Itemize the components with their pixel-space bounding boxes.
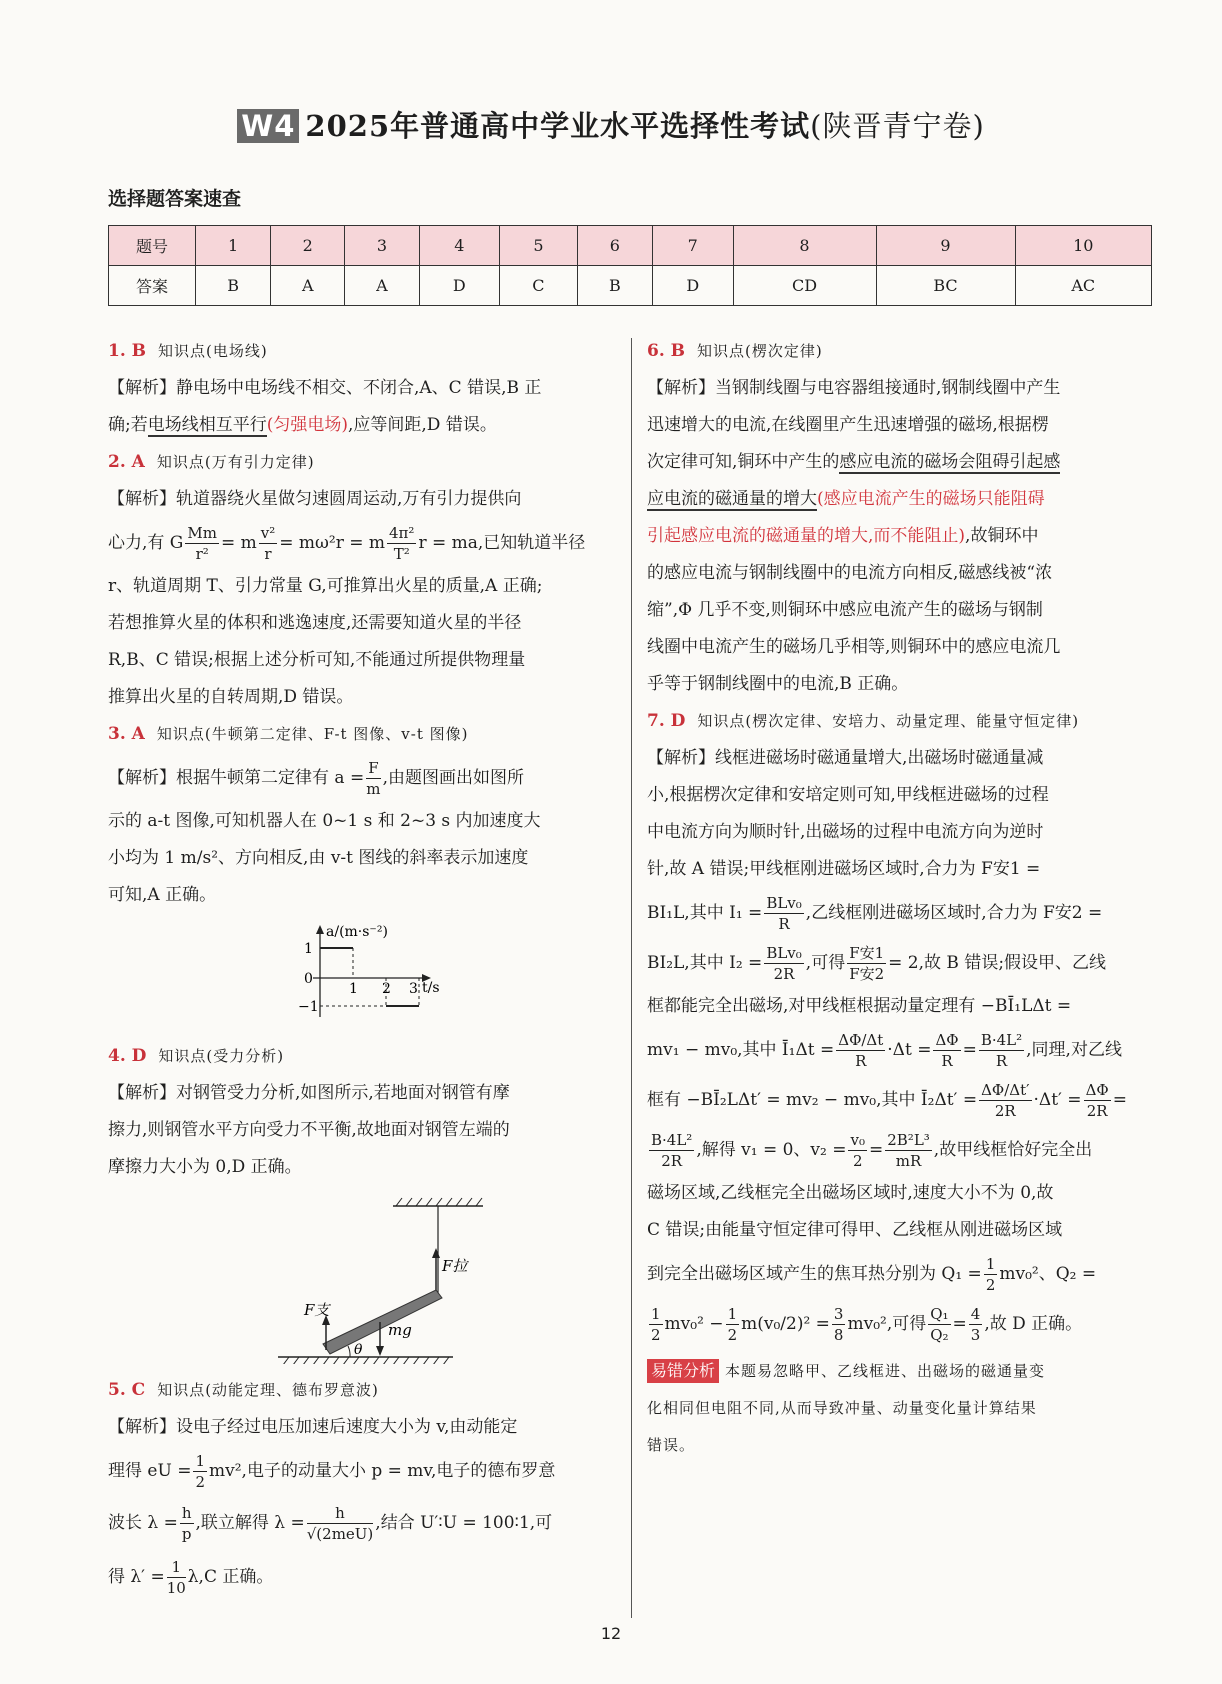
- fraction: [764, 893, 803, 934]
- question-6: [647, 333, 1152, 703]
- knowledge-point: 知识点(万有引力定律): [156, 453, 315, 471]
- fraction: [969, 1304, 983, 1345]
- section-title: 选择题答案速查: [108, 188, 242, 210]
- text: mv₀²,可得: [847, 1314, 927, 1334]
- fraction: [193, 1451, 207, 1492]
- numerator: Mm: [187, 524, 217, 542]
- question-number: 9: [876, 226, 1015, 266]
- tick-label: 0: [304, 971, 313, 987]
- x-axis-label: t/s: [422, 980, 440, 996]
- fraction: [928, 1304, 950, 1345]
- text: BI₁L,其中 I₁ =: [647, 903, 763, 923]
- text-line: 中电流方向为顺时针,出磁场的过程中电流方向为逆时: [647, 822, 1044, 842]
- fraction: [836, 1030, 885, 1071]
- text: 波长 λ =: [108, 1513, 178, 1533]
- denominator: r: [264, 545, 272, 563]
- denominator: R: [995, 1052, 1008, 1070]
- text: mv₁ − mv₀,其中 Ī₁Δt =: [647, 1040, 835, 1060]
- text: ,可得: [805, 953, 846, 973]
- angle-label: θ: [354, 1342, 363, 1358]
- text-line: 【解析】当钢制线圈与电容器组接通时,钢制线圈中产生: [647, 378, 1061, 398]
- denominator: 2: [985, 1276, 996, 1294]
- text-line: 摩擦力大小为 0,D 正确。: [108, 1157, 302, 1177]
- denominator: R: [941, 1052, 953, 1070]
- text-line: 【解析】线框进磁场时磁通量增大,出磁场时磁通量减: [647, 748, 1044, 768]
- right-column: [647, 333, 1152, 1464]
- knowledge-point: 知识点(楞次定律、安培力、动量定理、能量守恒定律): [697, 712, 1080, 730]
- text: 次定律可知,铜环中产生的: [647, 452, 840, 472]
- numerator: F安1: [849, 944, 885, 962]
- question-number: 7: [652, 226, 733, 266]
- question-7: [647, 703, 1152, 1349]
- text: ,应等间距,D 错误。: [348, 415, 497, 435]
- text-line: 线圈中电流产生的磁场几乎相等,则铜环中的感应电流几: [647, 637, 1061, 657]
- knowledge-point: 知识点(牛顿第二定律、F-t 图像、v-t 图像): [156, 725, 469, 743]
- fraction: [185, 523, 219, 564]
- numerator: 2B²L³: [887, 1131, 930, 1149]
- row-label: 题号: [109, 226, 196, 266]
- fraction: [979, 1030, 1024, 1071]
- fraction: [848, 1130, 867, 1171]
- denominator: F安2: [849, 965, 885, 983]
- text-line: r、轨道周期 T、引力常量 G,可推算出火星的质量,A 正确;: [108, 576, 543, 596]
- text-line: R,B、C 错误;根据上述分析可知,不能通过所提供物理量: [108, 650, 526, 670]
- fraction: [726, 1304, 740, 1345]
- knowledge-point: 知识点(楞次定律): [697, 342, 823, 360]
- fraction: [1084, 1080, 1111, 1121]
- question-number: 1: [196, 226, 271, 266]
- answer-table-header-row: [109, 226, 1152, 266]
- numerator: B·4L²: [980, 1031, 1023, 1049]
- red-note: 引起感应电流的磁通量的增大,而不能阻止): [647, 526, 966, 546]
- question-number: 8: [733, 226, 876, 266]
- text: mv₀² −: [664, 1314, 724, 1334]
- denominator: 2R: [1086, 1102, 1108, 1120]
- question-5: [108, 1372, 618, 1604]
- fraction: [933, 1030, 960, 1071]
- error-analysis-label: 易错分析: [647, 1359, 719, 1383]
- question-3: [108, 716, 618, 1030]
- text: 到完全出磁场区域产生的焦耳热分别为 Q₁ =: [647, 1264, 982, 1284]
- fraction: [387, 523, 416, 564]
- text-line: 示的 a-t 图像,可知机器人在 0~1 s 和 2~3 s 内加速度大: [108, 811, 541, 831]
- answer-table: [108, 225, 1152, 306]
- fraction: [979, 1080, 1031, 1121]
- text-line: 小均为 1 m/s²、方向相反,由 v-t 图线的斜率表示加速度: [108, 848, 529, 868]
- answer-cell: CD: [733, 266, 876, 306]
- text: r = ma,已知轨道半径: [418, 533, 586, 553]
- denominator: 2R: [994, 1102, 1016, 1120]
- text-line: 若想推算火星的体积和逃逸速度,还需要知道火星的半径: [108, 613, 522, 633]
- text: =: [1112, 1090, 1127, 1110]
- text: 【解析】根据牛顿第二定律有 a =: [108, 768, 365, 788]
- answer-table-answer-row: [109, 266, 1152, 306]
- text: ,结合 U′∶U = 100∶1,可: [375, 1513, 553, 1533]
- text: 理得 eU =: [108, 1461, 192, 1481]
- knowledge-point: 知识点(动能定理、德布罗意波): [157, 1381, 379, 1399]
- text: ,故甲线框恰好完全出: [933, 1140, 1093, 1160]
- text-line: 乎等于钢制线圈中的电流,B 正确。: [647, 674, 909, 694]
- numerator: v²: [260, 524, 276, 542]
- answer-cell: A: [271, 266, 345, 306]
- text: m(v₀/2)² =: [741, 1314, 830, 1334]
- tick-label: 1: [304, 941, 313, 957]
- numerator: ΔΦ: [1085, 1081, 1109, 1099]
- denominator: Q₂: [930, 1326, 949, 1344]
- underlined-text: 感应电流的磁场会阻碍引起感: [839, 452, 1061, 472]
- fraction: [366, 758, 380, 799]
- text-line: 【解析】对钢管受力分析,如图所示,若地面对钢管有摩: [108, 1083, 510, 1103]
- text: mv²,电子的动量大小 p = mv,电子的德布罗意: [209, 1461, 556, 1481]
- denominator: T²: [393, 545, 410, 563]
- column-divider: [631, 338, 632, 1618]
- answer-cell: B: [577, 266, 652, 306]
- numerator: h: [181, 1504, 192, 1522]
- question-number: 6: [577, 226, 652, 266]
- numerator: 3: [833, 1305, 844, 1323]
- question-number: 3: [345, 226, 419, 266]
- numerator: 1: [727, 1305, 738, 1323]
- text: 得 λ′ =: [108, 1567, 165, 1587]
- question-number: 4: [419, 226, 500, 266]
- text: λ,C 正确。: [187, 1567, 274, 1587]
- numerator: ΔΦ: [935, 1031, 959, 1049]
- text: = 2,故 B 错误;假设甲、乙线: [888, 953, 1107, 973]
- fraction: [649, 1130, 694, 1171]
- denominator: 8: [833, 1326, 844, 1344]
- numerator: 1: [985, 1255, 996, 1273]
- numerator: h: [307, 1503, 374, 1524]
- underlined-text: 应电流的磁通量的增大: [647, 489, 817, 509]
- knowledge-point: 知识点(电场线): [158, 342, 268, 360]
- text-line: 【解析】静电场中电场线不相交、不闭合,A、C 错误,B 正: [108, 378, 542, 398]
- answer-cell: A: [345, 266, 419, 306]
- question-2: [108, 444, 618, 716]
- page-title: [0, 104, 1222, 145]
- tick-label: 1: [349, 981, 358, 997]
- fraction: [259, 523, 278, 564]
- pull-force-arrowhead: [432, 1248, 440, 1258]
- denominator: R: [778, 915, 790, 933]
- underlined-text: 电场线相互平行: [147, 415, 267, 435]
- fraction: [307, 1503, 374, 1544]
- error-analysis-box: [647, 1353, 1152, 1464]
- support-force-label: F支: [304, 1301, 330, 1319]
- text: 确;若: [108, 415, 148, 435]
- pull-force-label: F拉: [442, 1257, 468, 1275]
- text: ,故铜环中: [965, 526, 1039, 546]
- text: mv₀²、Q₂ =: [999, 1264, 1097, 1284]
- question-number: 4. D: [108, 1046, 147, 1066]
- numerator: 1: [195, 1452, 205, 1470]
- fraction: [167, 1557, 186, 1598]
- ceiling-hatch: [396, 1198, 482, 1206]
- numerator: B·4L²: [651, 1131, 693, 1149]
- numerator: v₀: [850, 1131, 865, 1149]
- y-axis-arrow: [316, 925, 324, 934]
- fraction: [649, 1304, 663, 1345]
- question-1: [108, 333, 618, 444]
- denominator: √(2meU): [306, 1525, 374, 1543]
- question-number: 1. B: [108, 341, 147, 361]
- text: =: [868, 1140, 884, 1160]
- text-line: 错误。: [647, 1436, 696, 1454]
- ground-hatch: [283, 1357, 449, 1364]
- row-label: 答案: [109, 266, 196, 306]
- text: ,由题图画出如图所: [382, 768, 525, 788]
- paper-badge: W4: [237, 109, 299, 143]
- denominator: 2R: [773, 965, 795, 983]
- text: 框有 −BĪ₂LΔt′ = mv₂ − mv₀,其中 Ī₂Δt′ =: [647, 1090, 978, 1110]
- red-note: (感应电流产生的磁场只能阻碍: [817, 489, 1045, 509]
- y-axis-label: a/(m·s⁻²): [326, 924, 388, 940]
- text: ,联立解得 λ =: [195, 1513, 305, 1533]
- exam-title: 2025年普通高中学业水平选择性考试: [305, 109, 811, 143]
- question-number: 7. D: [647, 711, 686, 731]
- steel-pipe: [323, 1290, 442, 1354]
- fraction: [180, 1503, 194, 1544]
- text: ,同理,对乙线: [1026, 1040, 1122, 1060]
- text-line: C 错误;由能量守恒定律可得甲、乙线框从刚进磁场区域: [647, 1220, 1063, 1240]
- question-4: [108, 1038, 618, 1364]
- fraction: [984, 1254, 998, 1295]
- red-note: (匀强电场): [266, 415, 348, 435]
- fraction: [885, 1130, 932, 1171]
- text-line: 磁场区域,乙线框完全出磁场区域时,速度大小不为 0,故: [647, 1183, 1054, 1203]
- denominator: 10: [166, 1579, 186, 1597]
- text: =: [962, 1040, 977, 1060]
- question-number: 6. B: [647, 341, 686, 361]
- exam-region: (陕晋青宁卷): [810, 109, 985, 143]
- left-column: [108, 333, 618, 1604]
- text: 本题易忽略甲、乙线框进、出磁场的磁通量变: [725, 1362, 1046, 1380]
- numerator: 4: [970, 1305, 981, 1323]
- text-line: 小,根据楞次定律和安培定则可知,甲线框进磁场的过程: [647, 785, 1049, 805]
- answer-cell: D: [419, 266, 500, 306]
- text: ,乙线框刚进磁场区域时,合力为 F安2 =: [805, 903, 1103, 923]
- denominator: m: [366, 780, 381, 798]
- text: ,故 D 正确。: [984, 1314, 1083, 1334]
- gravity-label: mg: [388, 1321, 412, 1339]
- text-line: 缩”,Φ 几乎不变,则铜环中感应电流产生的磁场与钢制: [647, 600, 1043, 620]
- tick-label: −1: [298, 999, 319, 1015]
- text-line: 针,故 A 错误;甲线框刚进磁场区域时,合力为 F安1 =: [647, 859, 1041, 879]
- numerator: 1: [651, 1305, 661, 1323]
- text-line: 擦力,则钢管水平方向受力不平衡,故地面对钢管左端的: [108, 1120, 510, 1140]
- text: ,解得 v₁ = 0、v₂ =: [696, 1140, 847, 1160]
- answer-cell: BC: [876, 266, 1015, 306]
- denominator: 2R: [661, 1152, 683, 1170]
- gravity-arrowhead: [376, 1346, 384, 1356]
- tick-label: 2: [382, 981, 391, 997]
- question-number: 10: [1015, 226, 1152, 266]
- a-t-graph: [108, 922, 618, 1030]
- answer-cell: C: [500, 266, 578, 306]
- denominator: p: [181, 1525, 192, 1543]
- text-line: 推算出火星的自转周期,D 错误。: [108, 687, 354, 707]
- denominator: mR: [895, 1152, 922, 1170]
- numerator: BLv₀: [766, 894, 802, 912]
- text-line: 化相同但电阻不同,从而导致冲量、动量变化量计算结果: [647, 1399, 1037, 1417]
- question-number: 2. A: [108, 452, 145, 472]
- text: = mω²r = m: [279, 533, 386, 553]
- fraction: [764, 943, 803, 984]
- knowledge-point: 知识点(受力分析): [158, 1047, 285, 1065]
- text-line: 迅速增大的电流,在线圈里产生迅速增强的磁场,根据楞: [647, 415, 1049, 435]
- text-line: 【解析】设电子经过电压加速后速度大小为 v,由动能定: [108, 1417, 518, 1437]
- text: BI₂L,其中 I₂ =: [647, 953, 763, 973]
- denominator: 2: [195, 1473, 205, 1491]
- fraction: [832, 1304, 846, 1345]
- text: =: [952, 1314, 967, 1334]
- question-number: 2: [271, 226, 345, 266]
- denominator: 2: [651, 1326, 661, 1344]
- angle-arc: [348, 1346, 350, 1357]
- force-diagram: [108, 1194, 618, 1364]
- question-number: 5. C: [108, 1380, 146, 1400]
- denominator: R: [855, 1052, 867, 1070]
- text: 心力,有 G: [108, 533, 184, 553]
- text: = m: [220, 533, 257, 553]
- question-number: 5: [500, 226, 578, 266]
- numerator: F: [368, 759, 379, 777]
- text: ·Δt′ =: [1033, 1090, 1082, 1110]
- numerator: Q₁: [930, 1305, 949, 1323]
- text-line: 可知,A 正确。: [108, 885, 217, 905]
- numerator: 4π²: [389, 524, 415, 542]
- numerator: 1: [167, 1557, 186, 1578]
- numerator: BLv₀: [766, 944, 802, 962]
- denominator: 2: [852, 1152, 863, 1170]
- answer-cell: B: [196, 266, 271, 306]
- numerator: ΔΦ/Δt: [838, 1031, 884, 1049]
- text-line: 【解析】轨道器绕火星做匀速圆周运动,万有引力提供向: [108, 489, 522, 509]
- answer-cell: D: [652, 266, 733, 306]
- text-line: 框都能完全出磁场,对甲线框根据动量定理有 −BĪ₁LΔt =: [647, 996, 1072, 1016]
- page-number: 12: [600, 1624, 622, 1643]
- denominator: r²: [195, 545, 209, 563]
- denominator: 2: [727, 1326, 738, 1344]
- text: ·Δt =: [887, 1040, 932, 1060]
- text-line: 的感应电流与钢制线圈中的电流方向相反,磁感线被“浓: [647, 563, 1053, 583]
- tick-label: 3: [409, 981, 418, 997]
- fraction: [847, 943, 886, 984]
- numerator: ΔΦ/Δt′: [981, 1081, 1030, 1099]
- denominator: 3: [970, 1326, 981, 1344]
- answer-cell: AC: [1015, 266, 1152, 306]
- question-number: 3. A: [108, 724, 145, 744]
